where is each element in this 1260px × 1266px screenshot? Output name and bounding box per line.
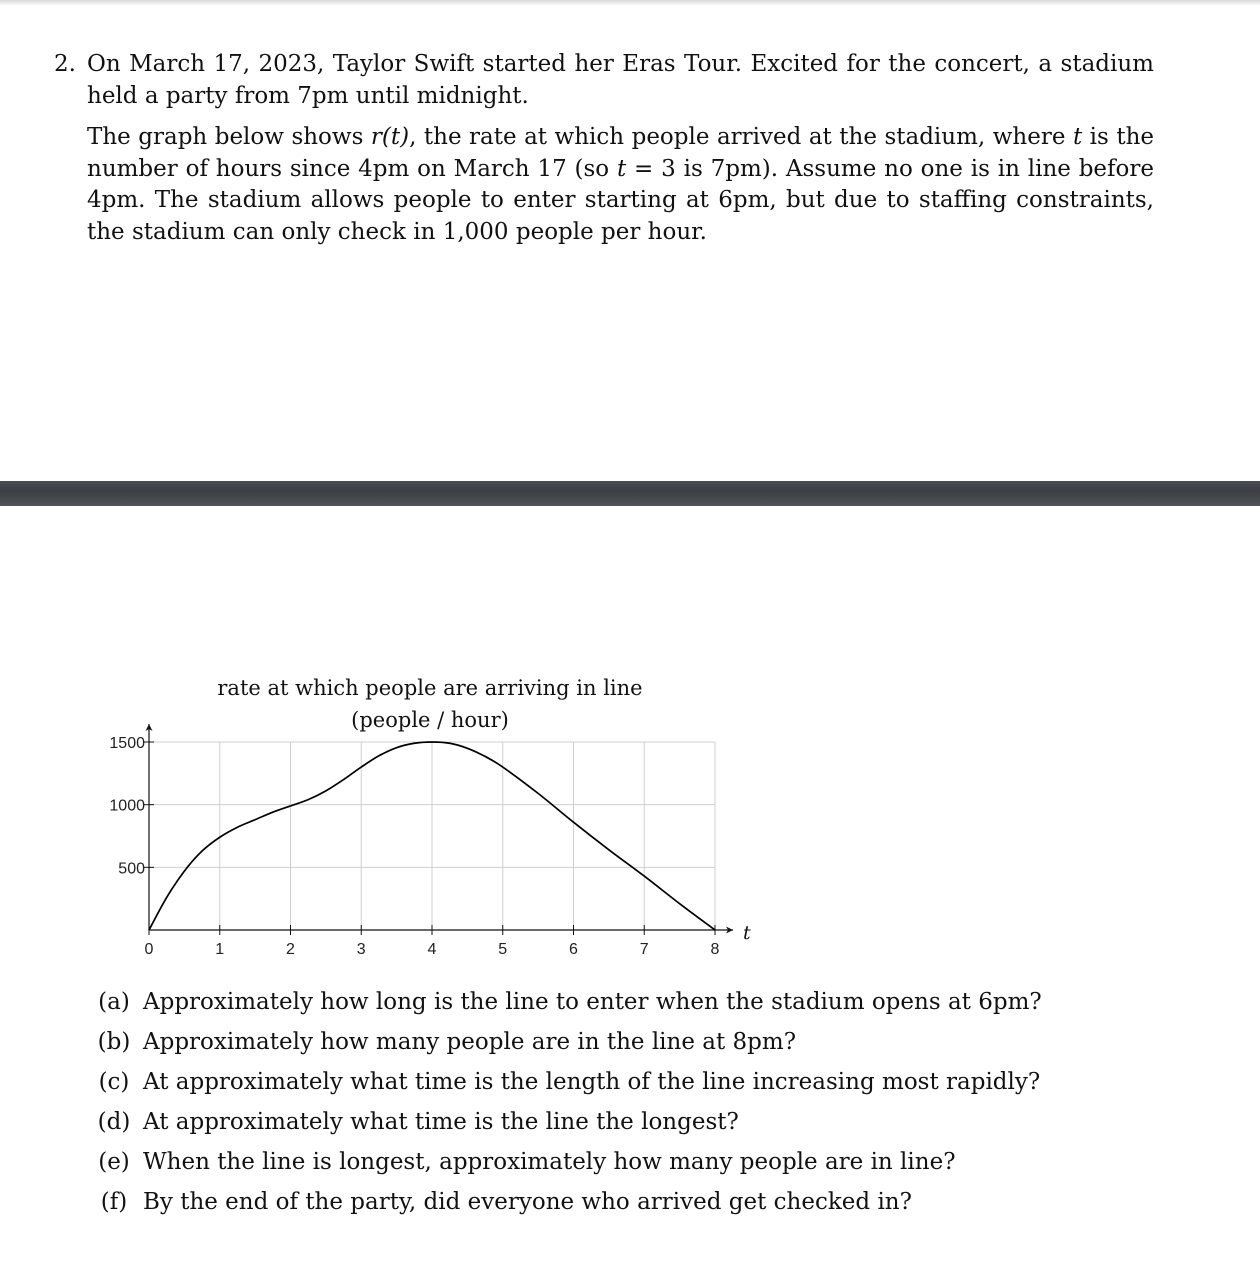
desc-text-1: The graph below shows: [87, 124, 371, 150]
problem-statement: [54, 49, 1154, 248]
question-label: (f): [100, 1189, 128, 1215]
x-tick-label: 4: [427, 941, 437, 958]
rate-chart: [0, 660, 800, 960]
question-item: [96, 986, 1096, 1026]
y-tick-label: 1500: [109, 735, 145, 752]
question-list: [96, 986, 1096, 1226]
chart-plot-area: [0, 660, 800, 960]
y-tick-label: 1000: [109, 797, 145, 815]
math-t-2: t: [616, 155, 627, 182]
chart-title: rate at which people are arriving in line: [217, 676, 643, 700]
x-tick-label: 7: [639, 941, 649, 958]
chart-subtitle: (people / hour): [351, 708, 509, 732]
question-label: (b): [97, 1029, 131, 1055]
question-text: Approximately how long is the line to enter when the stadium opens at 6pm?: [143, 989, 1042, 1015]
question-label: (c): [98, 1069, 130, 1095]
math-r-of-t: r(t): [370, 124, 410, 150]
y-tick-label: 500: [118, 860, 145, 878]
x-tick-label: 2: [286, 941, 295, 958]
question-text: Approximately how many people are in the line at 8pm?: [143, 1029, 797, 1055]
problem-description: [87, 122, 1154, 248]
question-item: [96, 1186, 1096, 1226]
question-label: (a): [98, 989, 130, 1015]
problem-intro: On March 17, 2023, Taylor Swift started her Eras Tour. Excited for the concert, a stadium held a party from 7pm until midnight.: [87, 51, 1154, 109]
x-tick-label: 0: [144, 941, 154, 958]
page-divider: [0, 481, 1260, 506]
question-label: (d): [97, 1109, 131, 1135]
x-tick-label: 3: [356, 941, 366, 958]
math-t-1: t: [1072, 124, 1083, 150]
x-axis-label: t: [743, 922, 751, 944]
desc-text-3: is the number of hours since 4pm on March 17 (so: [87, 124, 1155, 182]
problem-number: 2.: [54, 51, 76, 77]
question-text: At approximately what time is the line the longest?: [143, 1109, 739, 1135]
desc-text-2: , the rate at which people arrived at the stadium, where: [409, 124, 1073, 150]
question-item: [96, 1066, 1096, 1106]
question-text: At approximately what time is the length of the line increasing most rapidly?: [143, 1069, 1041, 1095]
question-item: [96, 1026, 1096, 1066]
top-shadow: [0, 0, 1260, 6]
x-tick-label: 5: [498, 941, 508, 958]
x-tick-label: 8: [710, 941, 720, 958]
question-label: (e): [98, 1149, 130, 1175]
x-tick-label: 6: [569, 941, 578, 958]
question-text: By the end of the party, did everyone who arrived get checked in?: [143, 1189, 912, 1215]
question-item: [96, 1106, 1096, 1146]
x-tick-label: 1: [215, 941, 225, 958]
question-text: When the line is longest, approximately how many people are in line?: [143, 1149, 956, 1175]
desc-text-4: = 3 is 7pm). Assume no one is in line before 4pm. The stadium allows people to enter starting at 6pm, but due to staffing constraints, the stadium can only check in 1,000 people per hour.: [87, 155, 1154, 245]
question-item: [96, 1146, 1096, 1186]
